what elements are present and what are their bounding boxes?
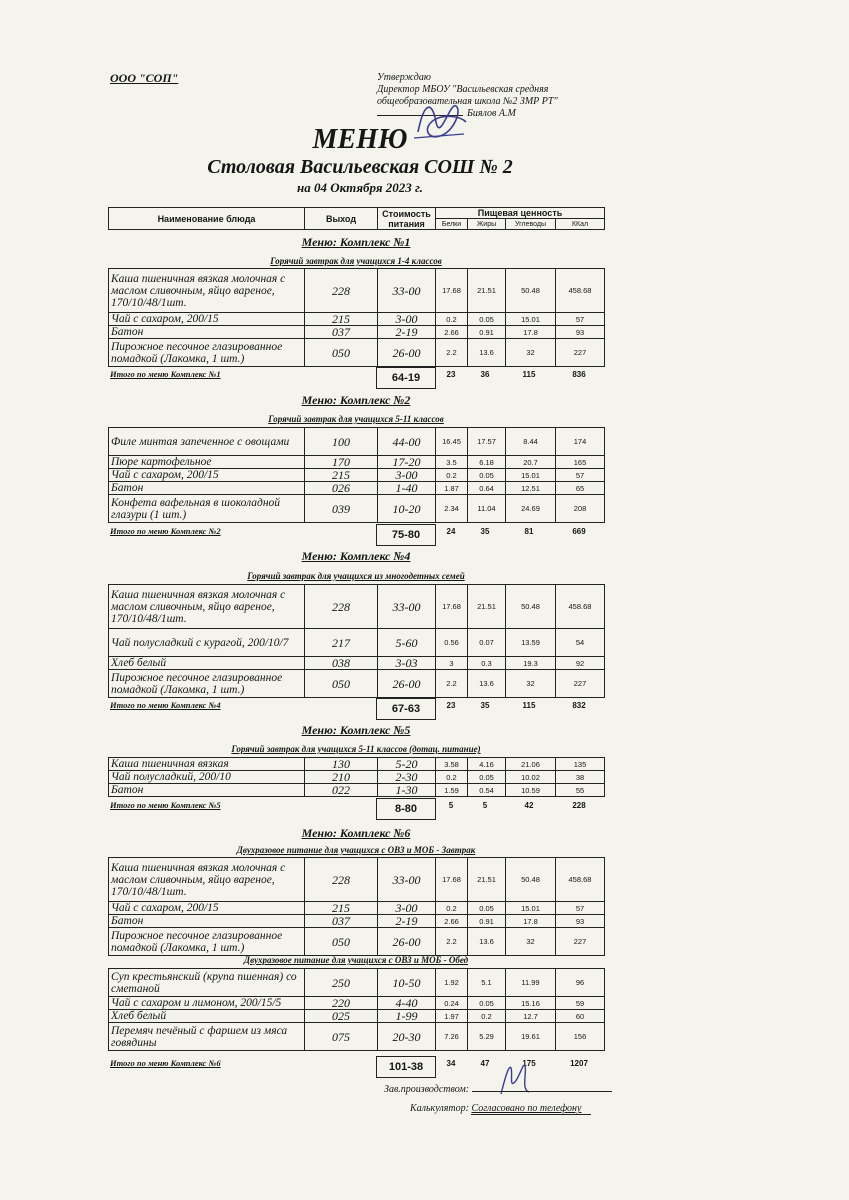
dish-fats: 0.05 xyxy=(468,771,506,784)
dish-cost: 2-19 xyxy=(378,915,436,928)
dish-name: Пирожное песочное глазированное помадкой (Лакомка, 1 шт.) xyxy=(109,928,305,956)
dish-fats: 0.54 xyxy=(468,784,506,797)
table-row xyxy=(109,969,605,997)
dish-cost: 1-40 xyxy=(378,482,436,495)
total-fats: 35 xyxy=(480,527,490,536)
calculator-row xyxy=(410,1103,591,1115)
dish-cost: 1-30 xyxy=(378,784,436,797)
canteen-name: Столовая Васильевская СОШ № 2 xyxy=(207,156,513,178)
dish-cost: 33-00 xyxy=(378,269,436,313)
dish-proteins: 2.34 xyxy=(436,495,468,523)
dish-kcal: 55 xyxy=(556,784,605,797)
dish-kcal: 208 xyxy=(556,495,605,523)
dish-kcal: 227 xyxy=(556,339,605,367)
total-proteins: 34 xyxy=(446,1059,456,1068)
dish-cost: 33-00 xyxy=(378,585,436,629)
dish-name: Каша пшеничная вязкая молочная с маслом сливочным, яйцо вареное, 170/10/48/1шт. xyxy=(109,858,305,902)
dish-carbs: 10.02 xyxy=(506,771,556,784)
dish-cost: 44-00 xyxy=(378,428,436,456)
dish-cost: 10-20 xyxy=(378,495,436,523)
dish-kcal: 458.68 xyxy=(556,269,605,313)
dish-output: 039 xyxy=(305,495,378,523)
dish-kcal: 458.68 xyxy=(556,585,605,629)
dish-name: Чай с сахаром, 200/15 xyxy=(109,469,305,482)
dish-output: 100 xyxy=(305,428,378,456)
dish-fats: 21.51 xyxy=(468,269,506,313)
dish-carbs: 50.48 xyxy=(506,585,556,629)
dish-carbs: 15.16 xyxy=(506,997,556,1010)
dish-proteins: 2.2 xyxy=(436,339,468,367)
total-kcal: 669 xyxy=(572,527,586,536)
total-kcal: 1207 xyxy=(570,1059,588,1068)
section-subtitle: Горячий завтрак для учащихся из многодетных семей xyxy=(247,571,465,581)
dish-kcal: 57 xyxy=(556,902,605,915)
dish-kcal: 57 xyxy=(556,313,605,326)
table-row xyxy=(109,269,605,313)
section-subtitle: Двухразовое питание для учащихся с ОВЗ и МОБ - Обед xyxy=(243,955,469,965)
table-row xyxy=(109,657,605,670)
dish-name: Хлеб белый xyxy=(109,1010,305,1023)
dish-fats: 5.29 xyxy=(468,1023,506,1051)
dish-output: 250 xyxy=(305,969,378,997)
dish-fats: 0.64 xyxy=(468,482,506,495)
table-row xyxy=(109,585,605,629)
table-row xyxy=(109,928,605,956)
header-cost: Стоимость питания xyxy=(378,208,436,230)
dish-name: Каша пшеничная вязкая молочная с маслом сливочным, яйцо вареное, 170/10/48/1шт. xyxy=(109,269,305,313)
total-fats: 35 xyxy=(480,701,490,710)
table-row xyxy=(109,1023,605,1051)
menu-table-header xyxy=(108,207,605,230)
dish-name: Суп крестьянский (крупа пшенная) со сметаной xyxy=(109,969,305,997)
header-output: Выход xyxy=(305,208,378,230)
header-kcal: ККал xyxy=(556,219,605,230)
table-row xyxy=(109,495,605,523)
table-row xyxy=(109,326,605,339)
dish-cost: 20-30 xyxy=(378,1023,436,1051)
dish-name: Филе минтая запеченное с овощами xyxy=(109,428,305,456)
dish-output: 075 xyxy=(305,1023,378,1051)
dish-fats: 17.57 xyxy=(468,428,506,456)
dish-kcal: 57 xyxy=(556,469,605,482)
dish-fats: 13.6 xyxy=(468,928,506,956)
total-label: Итого по меню Комплекс №1 xyxy=(110,369,221,379)
dish-cost: 1-99 xyxy=(378,1010,436,1023)
dish-output: 215 xyxy=(305,469,378,482)
dish-cost: 17-20 xyxy=(378,456,436,469)
dish-fats: 0.2 xyxy=(468,1010,506,1023)
total-carbs: 42 xyxy=(524,801,534,810)
dish-proteins: 1.87 xyxy=(436,482,468,495)
dish-proteins: 0.2 xyxy=(436,469,468,482)
dish-proteins: 0.24 xyxy=(436,997,468,1010)
dish-name: Каша пшеничная вязкая xyxy=(109,758,305,771)
dish-proteins: 2.66 xyxy=(436,326,468,339)
dish-name: Чай полусладкий с курагой, 200/10/7 xyxy=(109,629,305,657)
table-row xyxy=(109,902,605,915)
approval-signer: Биялов А.М xyxy=(467,108,516,119)
dish-proteins: 2.2 xyxy=(436,928,468,956)
dish-fats: 0.05 xyxy=(468,902,506,915)
table-row xyxy=(109,1010,605,1023)
dish-cost: 5-60 xyxy=(378,629,436,657)
dish-carbs: 15.01 xyxy=(506,902,556,915)
dish-fats: 13.6 xyxy=(468,339,506,367)
dish-proteins: 17.68 xyxy=(436,269,468,313)
dish-carbs: 50.48 xyxy=(506,858,556,902)
dish-cost: 33-00 xyxy=(378,858,436,902)
table-row xyxy=(109,313,605,326)
total-cost: 64-19 xyxy=(376,367,436,389)
dish-proteins: 7.26 xyxy=(436,1023,468,1051)
dish-name: Хлеб белый xyxy=(109,657,305,670)
table-row xyxy=(109,629,605,657)
dish-carbs: 32 xyxy=(506,928,556,956)
dish-cost: 3-03 xyxy=(378,657,436,670)
dish-proteins: 3.58 xyxy=(436,758,468,771)
dish-kcal: 458.68 xyxy=(556,858,605,902)
section-total xyxy=(108,524,604,540)
dish-fats: 6.18 xyxy=(468,456,506,469)
items-table xyxy=(108,584,605,698)
total-carbs: 175 xyxy=(522,1059,536,1068)
dish-kcal: 54 xyxy=(556,629,605,657)
dish-kcal: 60 xyxy=(556,1010,605,1023)
dish-kcal: 96 xyxy=(556,969,605,997)
dish-fats: 0.05 xyxy=(468,469,506,482)
dish-output: 170 xyxy=(305,456,378,469)
items-table xyxy=(108,968,605,1051)
table-row xyxy=(109,784,605,797)
dish-kcal: 227 xyxy=(556,670,605,698)
dish-carbs: 8.44 xyxy=(506,428,556,456)
dish-proteins: 2.2 xyxy=(436,670,468,698)
total-cost: 75-80 xyxy=(376,524,436,546)
dish-name: Чай с сахаром, 200/15 xyxy=(109,902,305,915)
dish-carbs: 32 xyxy=(506,339,556,367)
section-title: Меню: Комплекс №5 xyxy=(301,723,411,737)
dish-carbs: 17.8 xyxy=(506,326,556,339)
table-row xyxy=(109,456,605,469)
dish-fats: 0.05 xyxy=(468,313,506,326)
table-row xyxy=(109,469,605,482)
dish-output: 228 xyxy=(305,858,378,902)
total-label: Итого по меню Комплекс №6 xyxy=(110,1058,221,1068)
header-dish-name: Наименование блюда xyxy=(109,208,305,230)
table-row xyxy=(109,428,605,456)
items-table xyxy=(108,857,605,956)
dish-carbs: 15.01 xyxy=(506,313,556,326)
total-carbs: 115 xyxy=(522,701,536,710)
dish-name: Батон xyxy=(109,326,305,339)
total-fats: 47 xyxy=(480,1059,490,1068)
dish-name: Перемяч печёный с фаршем из мяса говядины xyxy=(109,1023,305,1051)
dish-proteins: 17.68 xyxy=(436,858,468,902)
approval-line-2: Директор МБОУ "Васильевская средняя xyxy=(377,84,549,95)
dish-cost: 3-00 xyxy=(378,469,436,482)
header-carbs: Углеводы xyxy=(506,219,556,230)
dish-kcal: 227 xyxy=(556,928,605,956)
dish-kcal: 65 xyxy=(556,482,605,495)
menu-date: на 04 Октября 2023 г. xyxy=(297,180,423,195)
dish-carbs: 17.8 xyxy=(506,915,556,928)
dish-fats: 5.1 xyxy=(468,969,506,997)
items-table xyxy=(108,427,605,523)
dish-carbs: 21.06 xyxy=(506,758,556,771)
header-proteins: Белки xyxy=(436,219,468,230)
organization-name: ООО "СОП" xyxy=(110,71,179,85)
dish-proteins: 1.97 xyxy=(436,1010,468,1023)
dish-kcal: 93 xyxy=(556,326,605,339)
dish-fats: 21.51 xyxy=(468,858,506,902)
dish-proteins: 0.2 xyxy=(436,313,468,326)
dish-cost: 2-30 xyxy=(378,771,436,784)
section-title: Меню: Комплекс №4 xyxy=(301,549,411,563)
dish-carbs: 32 xyxy=(506,670,556,698)
dish-cost: 2-19 xyxy=(378,326,436,339)
total-proteins: 5 xyxy=(448,801,454,810)
dish-carbs: 20.7 xyxy=(506,456,556,469)
section-total xyxy=(108,698,604,714)
dish-cost: 26-00 xyxy=(378,670,436,698)
dish-name: Конфета вафельная в шоколадной глазури (1 шт.) xyxy=(109,495,305,523)
dish-fats: 0.05 xyxy=(468,997,506,1010)
dish-output: 215 xyxy=(305,902,378,915)
total-proteins: 23 xyxy=(446,701,456,710)
dish-carbs: 15.01 xyxy=(506,469,556,482)
dish-fats: 0.91 xyxy=(468,326,506,339)
section-total xyxy=(108,798,604,814)
dish-name: Пюре картофельное xyxy=(109,456,305,469)
dish-name: Пирожное песочное глазированное помадкой (Лакомка, 1 шт.) xyxy=(109,339,305,367)
dish-carbs: 50.48 xyxy=(506,269,556,313)
dish-name: Чай с сахаром, 200/15 xyxy=(109,313,305,326)
total-cost: 8-80 xyxy=(376,798,436,820)
dish-output: 130 xyxy=(305,758,378,771)
dish-cost: 4-40 xyxy=(378,997,436,1010)
section-title: Меню: Комплекс №2 xyxy=(301,393,411,407)
dish-cost: 3-00 xyxy=(378,313,436,326)
items-table xyxy=(108,268,605,367)
dish-kcal: 156 xyxy=(556,1023,605,1051)
dish-proteins: 3 xyxy=(436,657,468,670)
dish-proteins: 0.56 xyxy=(436,629,468,657)
dish-cost: 26-00 xyxy=(378,339,436,367)
dish-output: 050 xyxy=(305,339,378,367)
total-carbs: 115 xyxy=(522,370,536,379)
dish-output: 037 xyxy=(305,915,378,928)
dish-kcal: 59 xyxy=(556,997,605,1010)
total-fats: 36 xyxy=(480,370,490,379)
total-proteins: 23 xyxy=(446,370,456,379)
dish-fats: 0.91 xyxy=(468,915,506,928)
calculator-label: Калькулятор: xyxy=(410,1103,469,1114)
dish-carbs: 11.99 xyxy=(506,969,556,997)
dish-carbs: 24.69 xyxy=(506,495,556,523)
dish-fats: 4.16 xyxy=(468,758,506,771)
dish-carbs: 13.59 xyxy=(506,629,556,657)
production-manager-row xyxy=(384,1084,612,1095)
approval-line-1: Утверждаю xyxy=(377,72,431,83)
total-kcal: 832 xyxy=(572,701,586,710)
total-cost: 101-38 xyxy=(376,1056,436,1078)
section-title: Меню: Комплекс №6 xyxy=(301,826,411,840)
header-fats: Жиры xyxy=(468,219,506,230)
dish-proteins: 17.68 xyxy=(436,585,468,629)
dish-proteins: 0.2 xyxy=(436,771,468,784)
page-title: МЕНЮ xyxy=(312,124,408,155)
dish-cost: 10-50 xyxy=(378,969,436,997)
table-row xyxy=(109,339,605,367)
dish-carbs: 19.61 xyxy=(506,1023,556,1051)
dish-output: 228 xyxy=(305,585,378,629)
dish-name: Чай полусладкий, 200/10 xyxy=(109,771,305,784)
dish-fats: 21.51 xyxy=(468,585,506,629)
items-table xyxy=(108,757,605,797)
dish-name: Чай с сахаром и лимоном, 200/15/5 xyxy=(109,997,305,1010)
dish-output: 050 xyxy=(305,928,378,956)
dish-kcal: 92 xyxy=(556,657,605,670)
dish-cost: 5-20 xyxy=(378,758,436,771)
dish-name: Батон xyxy=(109,482,305,495)
dish-name: Пирожное песочное глазированное помадкой (Лакомка, 1 шт.) xyxy=(109,670,305,698)
dish-carbs: 19.3 xyxy=(506,657,556,670)
dish-output: 220 xyxy=(305,997,378,1010)
table-row xyxy=(109,915,605,928)
table-row xyxy=(109,858,605,902)
dish-kcal: 174 xyxy=(556,428,605,456)
total-label: Итого по меню Комплекс №4 xyxy=(110,700,221,710)
dish-output: 210 xyxy=(305,771,378,784)
dish-output: 026 xyxy=(305,482,378,495)
total-kcal: 228 xyxy=(572,801,586,810)
dish-cost: 26-00 xyxy=(378,928,436,956)
dish-kcal: 135 xyxy=(556,758,605,771)
dish-output: 215 xyxy=(305,313,378,326)
table-row xyxy=(109,482,605,495)
dish-fats: 13.6 xyxy=(468,670,506,698)
production-signature-line xyxy=(472,1091,612,1092)
dish-name: Батон xyxy=(109,915,305,928)
section-total xyxy=(108,367,604,383)
dish-fats: 11.04 xyxy=(468,495,506,523)
total-proteins: 24 xyxy=(446,527,456,536)
dish-fats: 0.07 xyxy=(468,629,506,657)
total-fats: 5 xyxy=(482,801,488,810)
dish-proteins: 3.5 xyxy=(436,456,468,469)
dish-output: 038 xyxy=(305,657,378,670)
table-row xyxy=(109,758,605,771)
dish-kcal: 38 xyxy=(556,771,605,784)
dish-output: 217 xyxy=(305,629,378,657)
table-row xyxy=(109,771,605,784)
total-label: Итого по меню Комплекс №5 xyxy=(110,800,221,810)
dish-name: Каша пшеничная вязкая молочная с маслом сливочным, яйцо вареное, 170/10/48/1шт. xyxy=(109,585,305,629)
dish-carbs: 12.7 xyxy=(506,1010,556,1023)
section-subtitle: Двухразовое питание для учащихся с ОВЗ и МОБ - Завтрак xyxy=(236,845,476,855)
section-subtitle: Горячий завтрак для учащихся 5-11 классов (дотац. питание) xyxy=(231,744,481,754)
dish-cost: 3-00 xyxy=(378,902,436,915)
table-row xyxy=(109,997,605,1010)
dish-name: Батон xyxy=(109,784,305,797)
total-carbs: 81 xyxy=(524,527,534,536)
dish-output: 228 xyxy=(305,269,378,313)
dish-fats: 0.3 xyxy=(468,657,506,670)
dish-proteins: 0.2 xyxy=(436,902,468,915)
production-manager-label: Зав.производством: xyxy=(384,1084,470,1095)
table-row xyxy=(109,670,605,698)
header-nutrition: Пищевая ценность xyxy=(436,208,605,219)
dish-carbs: 12.51 xyxy=(506,482,556,495)
section-title: Меню: Комплекс №1 xyxy=(301,235,411,249)
total-kcal: 836 xyxy=(572,370,586,379)
calculator-value: Согласовано по телефону xyxy=(471,1103,591,1115)
section-subtitle: Горячий завтрак для учащихся 5-11 классов xyxy=(268,414,444,424)
total-cost: 67-63 xyxy=(376,698,436,720)
dish-output: 037 xyxy=(305,326,378,339)
dish-kcal: 165 xyxy=(556,456,605,469)
dish-carbs: 10.59 xyxy=(506,784,556,797)
dish-output: 022 xyxy=(305,784,378,797)
approval-line-3: общеобразовательная школа №2 ЗМР РТ" xyxy=(377,96,558,107)
dish-proteins: 1.59 xyxy=(436,784,468,797)
section-subtitle: Горячий завтрак для учащихся 1-4 классов xyxy=(270,256,442,266)
total-label: Итого по меню Комплекс №2 xyxy=(110,526,221,536)
dish-output: 025 xyxy=(305,1010,378,1023)
dish-output: 050 xyxy=(305,670,378,698)
dish-proteins: 2.66 xyxy=(436,915,468,928)
dish-kcal: 93 xyxy=(556,915,605,928)
dish-proteins: 1.92 xyxy=(436,969,468,997)
dish-proteins: 16.45 xyxy=(436,428,468,456)
